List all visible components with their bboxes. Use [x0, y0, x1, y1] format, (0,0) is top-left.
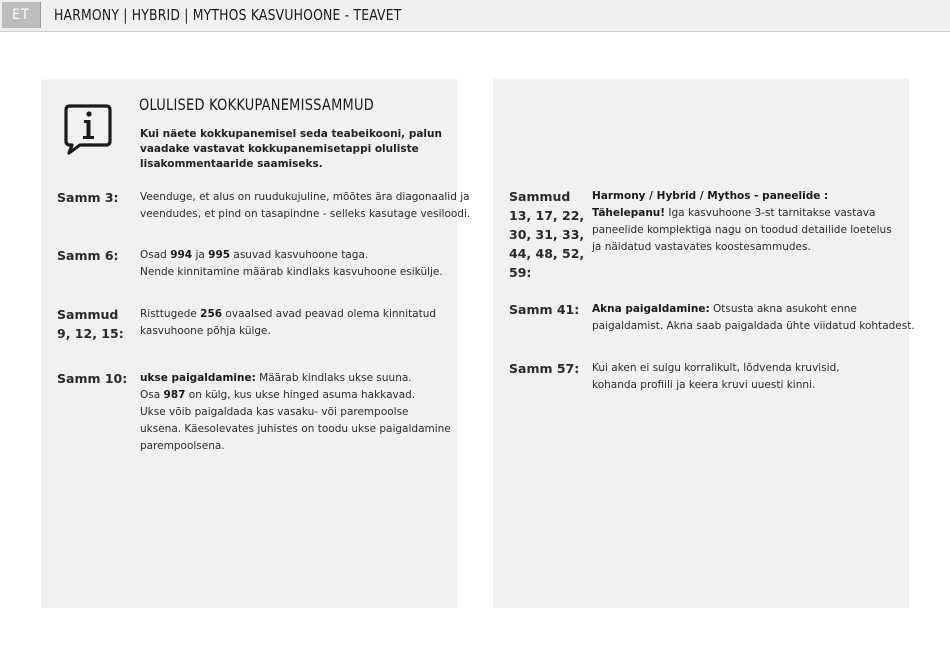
body-text: Iga kasvuhoone 3-st tarnitakse vastava [665, 207, 876, 219]
body-text: ja [192, 249, 209, 261]
step-text-line [140, 438, 451, 455]
body-text: kohanda profiili ja keera kruvi uuesti kinni. [592, 379, 816, 391]
step-label-line: 9, 12, 15: [57, 326, 124, 341]
section-title: OLULISED KOKKUPANEMISSAMMUD [139, 95, 375, 114]
emphasis-text: 256 [200, 308, 223, 320]
important-steps-panel [41, 79, 471, 608]
body-text: veendudes, et pind on tasapindne - selleks kasutage vesiloodi. [140, 208, 471, 220]
step-text [140, 247, 443, 281]
body-text: parempoolsena. [140, 440, 225, 452]
step-label [509, 359, 579, 378]
body-text: kasvuhoone põhja külge. [140, 325, 271, 337]
body-text: ja näidatud vastavates koostesammudes. [592, 241, 811, 253]
step-label [509, 300, 579, 319]
body-text: Kui aken ei sulgu korralikult, lõdvenda kruvisid, [592, 362, 840, 374]
emphasis-text: 987 [163, 389, 186, 401]
step-text [592, 360, 840, 394]
emphasis-text: ukse paigaldamine: [140, 372, 256, 384]
step-text-line [592, 360, 840, 377]
body-text: paneelide komplektiga nagu on toodud detailide loetelus [592, 224, 892, 236]
step-text-line [140, 387, 451, 404]
step-text-line [140, 264, 443, 281]
step-label [57, 369, 127, 388]
step-label-line: Samm 41: [509, 302, 580, 317]
body-text: Ukse võib paigaldada kas vasaku- või parempoolse [140, 406, 409, 418]
body-text: Risttugede [140, 308, 201, 320]
step-text-line [140, 370, 451, 387]
step-text-line [140, 189, 470, 206]
info-speech-bubble-icon [63, 103, 113, 155]
step-text [140, 370, 451, 455]
step-label-line: 13, 17, 22, [509, 208, 585, 223]
body-text: ovaalsed avad peavad olema kinnitatud [222, 308, 437, 320]
step-label [57, 246, 119, 265]
step-text-line [592, 188, 892, 205]
step-label-line: Samm 3: [57, 190, 119, 205]
step-label-line: 59: [509, 265, 532, 280]
body-text: Osa [140, 389, 164, 401]
page-title: HARMONY | HYBRID | MYTHOS KASVUHOONE - TEAVET [54, 6, 402, 24]
body-text: Veenduge, et alus on ruudukujuline, mõõtes ära diagonaalid ja [140, 191, 470, 203]
emphasis-text: 995 [208, 249, 231, 261]
step-text-line [140, 306, 436, 323]
body-text: uksena. Käesolevates juhistes on toodu ukse paigaldamine [140, 423, 451, 435]
step-text-line [592, 318, 915, 335]
step-text-line [140, 323, 436, 340]
panel-notes-panel [493, 79, 915, 608]
section-intro: Kui näete kokkupanemisel seda teabeikooni, palun vaadake vastavat kokkupanemisetappi oluliste lisakommentaaride saamiseks. [140, 128, 442, 170]
step-label-line: Samm 57: [509, 361, 580, 376]
emphasis-text: 994 [170, 249, 193, 261]
step-text-line [140, 421, 451, 438]
body-text: on külg, kus ukse hinged asuma hakkavad. [185, 389, 416, 401]
body-text: Otsusta akna asukoht enne [709, 303, 857, 315]
emphasis-text: Harmony / Hybrid / Mythos - paneelide : [592, 190, 829, 202]
step-text [592, 188, 892, 256]
step-label [509, 187, 584, 282]
language-badge: ET [2, 2, 41, 28]
body-text: Nende kinnitamine määrab kindlaks kasvuhoone esikülje. [140, 266, 443, 278]
body-text: Määrab kindlaks ukse suuna. [255, 372, 412, 384]
step-text-line [592, 301, 915, 318]
step-label [57, 188, 119, 207]
body-text: paigaldamist. Akna saab paigaldada ühte viidatud kohtadest. [592, 320, 915, 332]
emphasis-text: Tähelepanu! [592, 207, 666, 219]
step-text-line [140, 206, 470, 223]
body-text: asuvad kasvuhoone taga. [230, 249, 369, 261]
step-label-line: 30, 31, 33, [509, 227, 585, 242]
step-label [57, 305, 124, 343]
step-text-line [592, 239, 892, 256]
body-text: Osad [140, 249, 171, 261]
step-text [592, 301, 915, 335]
step-label-line: Samm 10: [57, 371, 128, 386]
step-label-line: Sammud [509, 189, 571, 204]
step-text-line [140, 247, 443, 264]
step-label-line: Sammud [57, 307, 119, 322]
step-label-line: Samm 6: [57, 248, 119, 263]
step-text-line [592, 222, 892, 239]
page-header [0, 0, 950, 32]
step-text-line [140, 404, 451, 421]
emphasis-text: Akna paigaldamine: [592, 303, 710, 315]
step-text [140, 189, 470, 223]
step-text-line [592, 205, 892, 222]
step-label-line: 44, 48, 52, [509, 246, 585, 261]
step-text [140, 306, 436, 340]
step-text-line [592, 377, 840, 394]
